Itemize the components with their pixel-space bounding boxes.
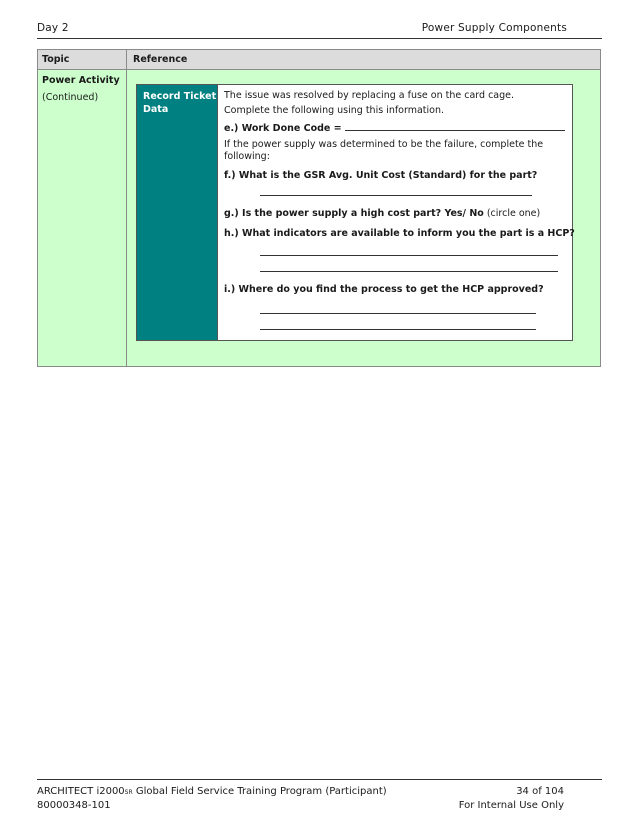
condition-line-2: following: (224, 151, 270, 162)
answer-line-h-1[interactable] (260, 246, 558, 260)
question-e-label: e.) Work Done Code = (224, 123, 345, 134)
answer-line-h-2[interactable] (260, 262, 558, 276)
footer-program-name: Global Field Service Training Program (Participant) (132, 786, 387, 797)
answer-line-f[interactable] (260, 186, 532, 200)
footer-classification: For Internal Use Only (458, 800, 564, 811)
question-g-hint: (circle one) (483, 208, 541, 219)
answer-line-i-1[interactable] (260, 304, 536, 318)
footer-product: ARCHITECT i2000 (37, 786, 125, 797)
topic-cell (38, 70, 126, 366)
column-divider (126, 50, 127, 366)
intro-line-2: Complete the following using this information. (224, 105, 445, 116)
table-header (38, 50, 600, 70)
question-g-text: g.) Is the power supply a high cost part? Yes/ No (224, 208, 484, 219)
record-ticket-sidebar (137, 85, 218, 340)
footer-doc-number: 80000348-101 (37, 800, 111, 811)
answer-line-e[interactable] (345, 121, 565, 131)
question-f: f.) What is the GSR Avg. Unit Cost (Standard) for the part? (224, 170, 538, 181)
intro-line-1: The issue was resolved by replacing a fuse on the card cage. (224, 90, 515, 101)
header-divider (37, 38, 602, 39)
footer-page-number: 34 of 104 (516, 786, 564, 797)
answer-line-i-2[interactable] (260, 320, 536, 334)
footer-program (37, 786, 387, 797)
footer-product-suffix: SR (124, 789, 133, 796)
topic-subtitle: (Continued) (42, 92, 99, 103)
column-header-topic: Topic (42, 54, 70, 65)
question-e (224, 121, 565, 135)
header-day: Day 2 (37, 22, 69, 34)
condition-line-1: If the power supply was determined to be the failure, complete the (224, 139, 544, 150)
column-header-reference: Reference (133, 54, 188, 65)
record-ticket-label: Record Ticket Data (143, 91, 217, 115)
question-i: i.) Where do you find the process to get the HCP approved? (224, 284, 544, 295)
question-g (224, 208, 540, 220)
question-h: h.) What indicators are available to inform you the part is a HCP? (224, 228, 575, 239)
record-ticket-box (136, 84, 573, 341)
footer-divider (37, 779, 602, 780)
topic-title: Power Activity (42, 75, 120, 86)
header-section: Power Supply Components (421, 22, 567, 34)
